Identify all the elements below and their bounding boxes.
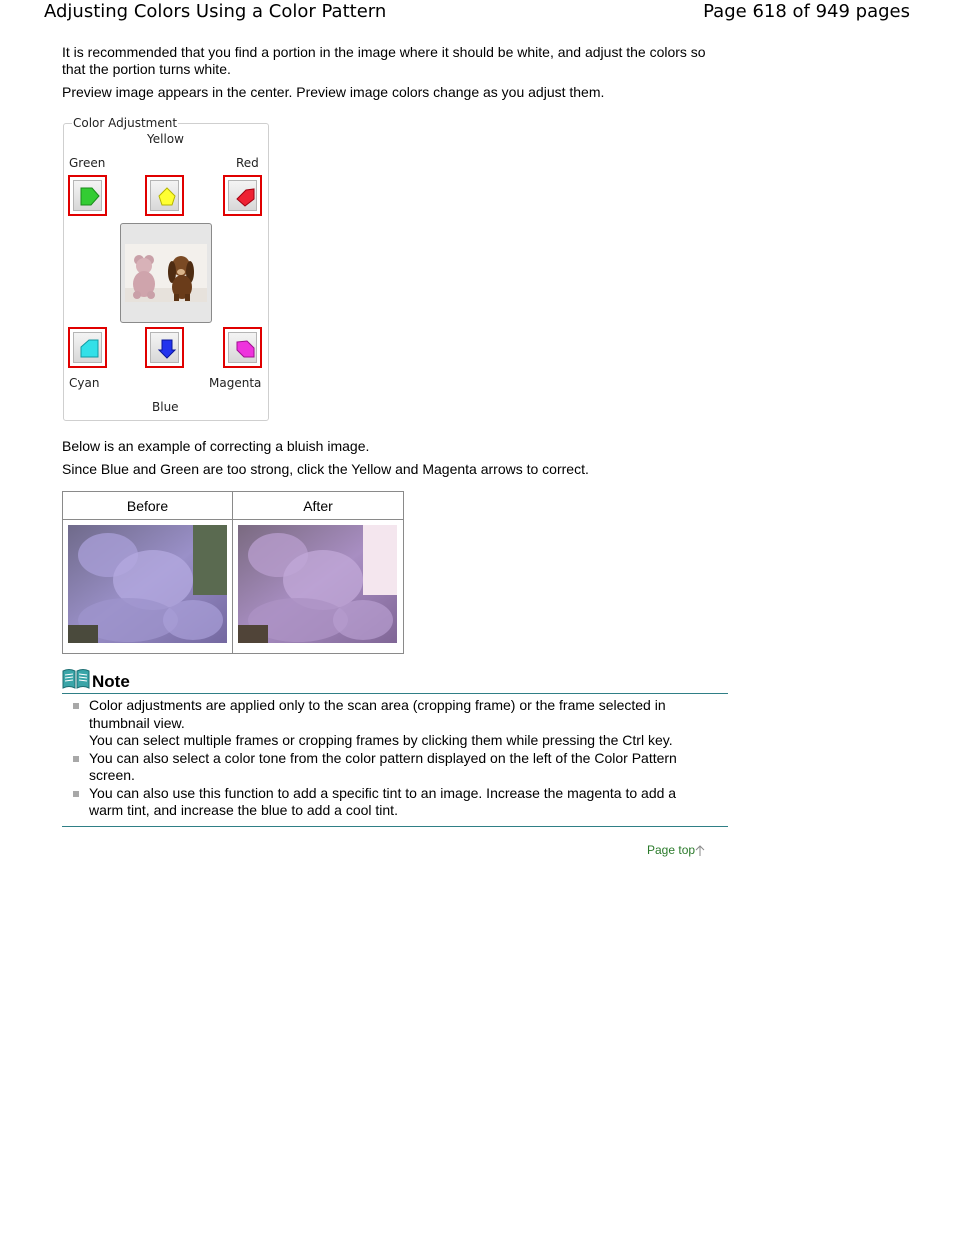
table-header-before: Before xyxy=(63,492,233,520)
table-cell-before xyxy=(63,520,233,654)
color-adjustment-title: Color Adjustment xyxy=(73,116,178,130)
yellow-arrow-icon xyxy=(156,186,178,208)
note-item-text: You can also select a color tone from the color pattern displayed on the left of the Color Pattern screen. xyxy=(89,749,677,783)
intro-paragraph-2: Preview image appears in the center. Preview image colors change as you adjust them. xyxy=(62,84,605,100)
intro-paragraph-1: It is recommended that you find a portion in the image where it should be white, and adjust the colors so that the portion turns white. xyxy=(62,44,706,77)
preview-photo xyxy=(125,244,207,302)
yellow-adjust-button[interactable] xyxy=(145,175,184,216)
example-paragraph-1: Below is an example of correcting a bluish image. xyxy=(62,438,370,454)
up-arrow-icon xyxy=(695,845,705,857)
green-arrow-icon xyxy=(79,186,101,208)
magenta-adjust-button[interactable] xyxy=(223,327,262,368)
label-green: Green xyxy=(69,156,106,170)
bullet-icon xyxy=(73,703,79,709)
page-top-link[interactable] xyxy=(647,843,705,857)
page-top-label: Page top xyxy=(647,843,696,857)
cyan-adjust-button[interactable] xyxy=(68,327,107,368)
label-cyan: Cyan xyxy=(69,376,100,390)
preview-image xyxy=(120,223,212,323)
note-item-text: You can also use this function to add a specific tint to an image. Increase the magenta to add a warm tint, and increase the blue to add a cool tint. xyxy=(89,784,677,818)
note-header xyxy=(62,668,728,694)
before-after-table xyxy=(62,491,404,654)
label-yellow: Yellow xyxy=(147,132,184,146)
note-list xyxy=(62,697,728,820)
cyan-arrow-icon xyxy=(79,338,101,360)
page-number: Page 618 of 949 pages xyxy=(703,1,910,22)
magenta-arrow-icon xyxy=(234,338,256,360)
page-title: Adjusting Colors Using a Color Pattern xyxy=(44,1,387,22)
red-adjust-button[interactable] xyxy=(223,175,262,216)
after-image xyxy=(238,525,397,643)
blue-arrow-icon xyxy=(156,338,178,360)
note-item-subtext: You can select multiple frames or cropping frames by clicking them while pressing the Ctrl key. xyxy=(89,732,673,748)
note-item-text: Color adjustments are applied only to the scan area (cropping frame) or the frame selected in thumbnail view. xyxy=(89,697,666,731)
note-divider xyxy=(62,826,728,827)
note-item xyxy=(62,785,689,820)
note-item xyxy=(62,697,689,750)
label-magenta: Magenta xyxy=(209,376,262,390)
example-paragraph-2: Since Blue and Green are too strong, click the Yellow and Magenta arrows to correct. xyxy=(62,461,589,477)
red-arrow-icon xyxy=(234,186,256,208)
blue-adjust-button[interactable] xyxy=(145,327,184,368)
table-header-after: After xyxy=(233,492,404,520)
note-item xyxy=(62,750,689,785)
bullet-icon xyxy=(73,756,79,762)
bullet-icon xyxy=(73,791,79,797)
label-red: Red xyxy=(236,156,259,170)
table-cell-after xyxy=(233,520,404,654)
label-blue: Blue xyxy=(152,400,179,414)
green-adjust-button[interactable] xyxy=(68,175,107,216)
book-icon xyxy=(62,668,90,690)
note-title: Note xyxy=(92,672,130,691)
before-image xyxy=(68,525,227,643)
